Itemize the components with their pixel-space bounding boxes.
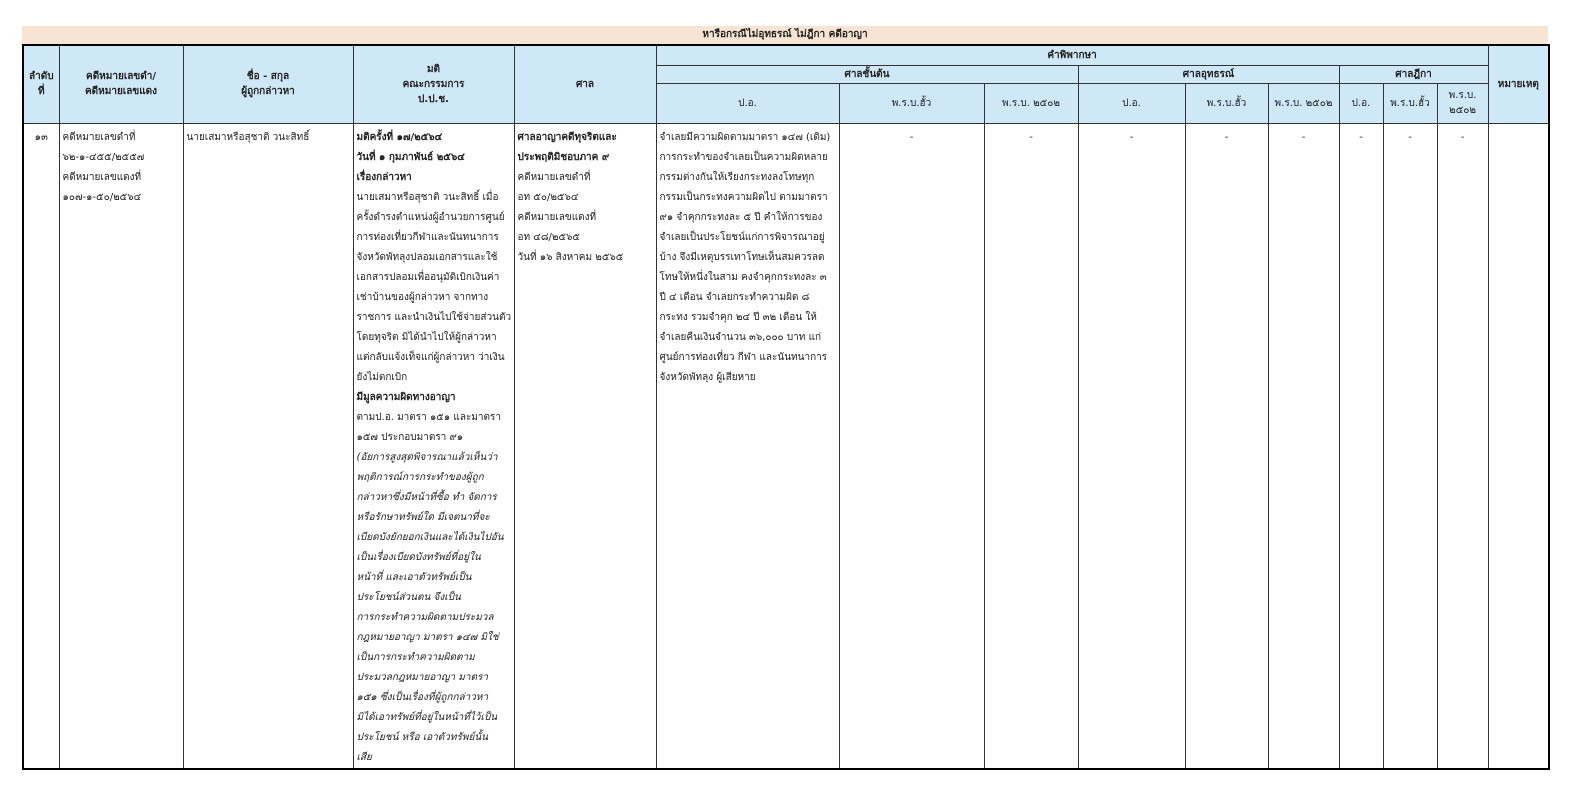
header-name: ชื่อ - สกุล ผู้ถูกกล่าวหา bbox=[183, 45, 353, 123]
header-first-prb-2502: พ.ร.บ. ๒๕๐๒ bbox=[984, 83, 1078, 123]
cell-supreme-po: - bbox=[1339, 123, 1383, 769]
header-first-po: ป.อ. bbox=[656, 83, 839, 123]
header-remark: หมายเหตุ bbox=[1488, 45, 1549, 123]
header-appeal-prb-2502: พ.ร.บ. ๒๕๐๒ bbox=[1268, 83, 1339, 123]
cell-remark bbox=[1488, 123, 1549, 769]
header-judgment: คำพิพากษา bbox=[656, 45, 1488, 65]
header-first-court: ศาลชั้นต้น bbox=[656, 65, 1078, 83]
cell-appeal-po: - bbox=[1078, 123, 1185, 769]
header-supreme-prb-2502: พ.ร.บ. ๒๕๐๒ bbox=[1437, 83, 1488, 123]
cell-appeal-prb-2502: - bbox=[1268, 123, 1339, 769]
header-first-prb-old: พ.ร.บ.ฮั้ว bbox=[839, 83, 984, 123]
case-table bbox=[22, 44, 1550, 770]
header-committee: มติ คณะกรรมการ ป.ป.ช. bbox=[353, 45, 514, 123]
table-row bbox=[23, 123, 1549, 769]
header-appeal-po: ป.อ. bbox=[1078, 83, 1185, 123]
cell-first-prb-2502: - bbox=[984, 123, 1078, 769]
cell-first-prb-old: - bbox=[839, 123, 984, 769]
document-sheet bbox=[22, 26, 1548, 770]
cell-name: นายเสมาหรือสุชาติ วนะสิทธิ์ bbox=[183, 123, 353, 769]
cell-judgment-first-po: จำเลยมีความผิดตามมาตรา ๑๔๗ (เดิม) การกระทำของจำเลยเป็นความผิดหลาย กรรมต่างกันให้เรียงกระทงลงโทษทุก กรรมเป็นกระทงความผิดไป ตามมาตรา ๙๑ จำคุกกระทงละ ๕ ปี คำให้การของ จำเลยเป็นประโยชน์แก่การพิจารณาอยู่ บ้าง จึงมีเหตุบรรเทาโทษเห็นสมควรลด โทษให้หนึ่งในสาม คงจำคุกกระทงละ ๓ ปี ๔ เดือน จำเลยกระทำความผิด ๘ กระทง รวมจำคุก ๒๔ ปี ๓๒ เดือน ให้ จำเลยคืนเงินจำนวน ๓๖,๐๐๐ บาท แก่ ศูนย์การท่องเที่ยว กีฬา และนันทนาการ จังหวัดพัทลุง ผู้เสียหาย bbox=[656, 123, 839, 769]
cell-supreme-prb-old: - bbox=[1383, 123, 1437, 769]
header-appeal-court: ศาลอุทธรณ์ bbox=[1078, 65, 1339, 83]
header-court: ศาล bbox=[514, 45, 656, 123]
header-seq: ลำดับที่ bbox=[23, 45, 59, 123]
cell-supreme-prb-2502: - bbox=[1437, 123, 1488, 769]
cell-case-no: คดีหมายเลขดำที่ ๖๒-๑-๔๕๕/๒๕๕๗ คดีหมายเลขแดงที่ ๑๐๗-๑-๕๐/๒๕๖๔ bbox=[59, 123, 183, 769]
document-title: หารือกรณีไม่อุทธรณ์ ไม่ฎีกา คดีอาญา bbox=[22, 26, 1548, 44]
header-appeal-prb-old: พ.ร.บ.ฮั้ว bbox=[1185, 83, 1268, 123]
cell-court: ศาลอาญาคดีทุจริตและ ประพฤติมิชอบภาค ๙ คดีหมายเลขดำที่ อท ๕๐/๒๕๖๔ คดีหมายเลขแดงที่ อท ๔๘/๒๕๖๕ วันที่ ๑๖ สิงหาคม ๒๕๖๕ bbox=[514, 123, 656, 769]
cell-committee: มติครั้งที่ ๑๗/๒๕๖๔ วันที่ ๑ กุมภาพันธ์ ๒๕๖๔ เรื่องกล่าวหา นายเสมาหรือสุชาติ วนะสิทธิ์ เมื่อ ครั้งดำรงตำแหน่งผู้อำนวยการศูนย์ การท่องเที่ยวกีฬาและนันทนาการ จังหวัดพัทลุงปลอมเอกสารและใช้ เอกสารปลอมเพื่ออนุมัติเบิกเงินค่า เช่าบ้านของผู้กล่าวหา จากทาง ราชการ และนำเงินไปใช้จ่ายส่วนตัว โดยทุจริต มิได้นำไปให้ผู้กล่าวหา แต่กลับแจ้งเท็จแก่ผู้กล่าวหา ว่าเงิน ยังไม่ตกเบิก มีมูลความผิดทางอาญา ตามป.อ. มาตรา ๑๕๑ และมาตรา ๑๕๗ ประกอบมาตรา ๙๑ (อัยการสูงสุดพิจารณาแล้วเห็นว่า พฤติการณ์การกระทำของผู้ถูก กล่าวหาซึ่งมีหน้าที่ซื้อ ทำ จัดการ หรือรักษาทรัพย์ใด มีเจตนาที่จะ เบียดบังยักยอกเงินและได้เงินไปอัน เป็นเรื่องเบียดบังทรัพย์ที่อยู่ใน หน้าที่ และเอาตัวทรัพย์เป็น ประโยชน์ส่วนตน จึงเป็น การกระทำความผิดตามประมวล กฎหมายอาญา มาตรา ๑๔๗ มิใช่ เป็นการกระทำความผิดตาม ประมวลกฎหมายอาญา มาตรา ๑๕๑ ซึ่งเป็นเรื่องที่ผู้ถูกกล่าวหา มิได้เอาทรัพย์ที่อยู่ในหน้าที่ไว้เป็น ประโยชน์ หรือ เอาตัวทรัพย์นั้น เสีย bbox=[353, 123, 514, 769]
cell-seq: ๑๓ bbox=[23, 123, 59, 769]
header-supreme-prb-old: พ.ร.บ.ฮั้ว bbox=[1383, 83, 1437, 123]
cell-appeal-prb-old: - bbox=[1185, 123, 1268, 769]
header-supreme-court: ศาลฎีกา bbox=[1339, 65, 1488, 83]
header-case-no: คดีหมายเลขดำ/ คดีหมายเลขแดง bbox=[59, 45, 183, 123]
header-supreme-po: ป.อ. bbox=[1339, 83, 1383, 123]
